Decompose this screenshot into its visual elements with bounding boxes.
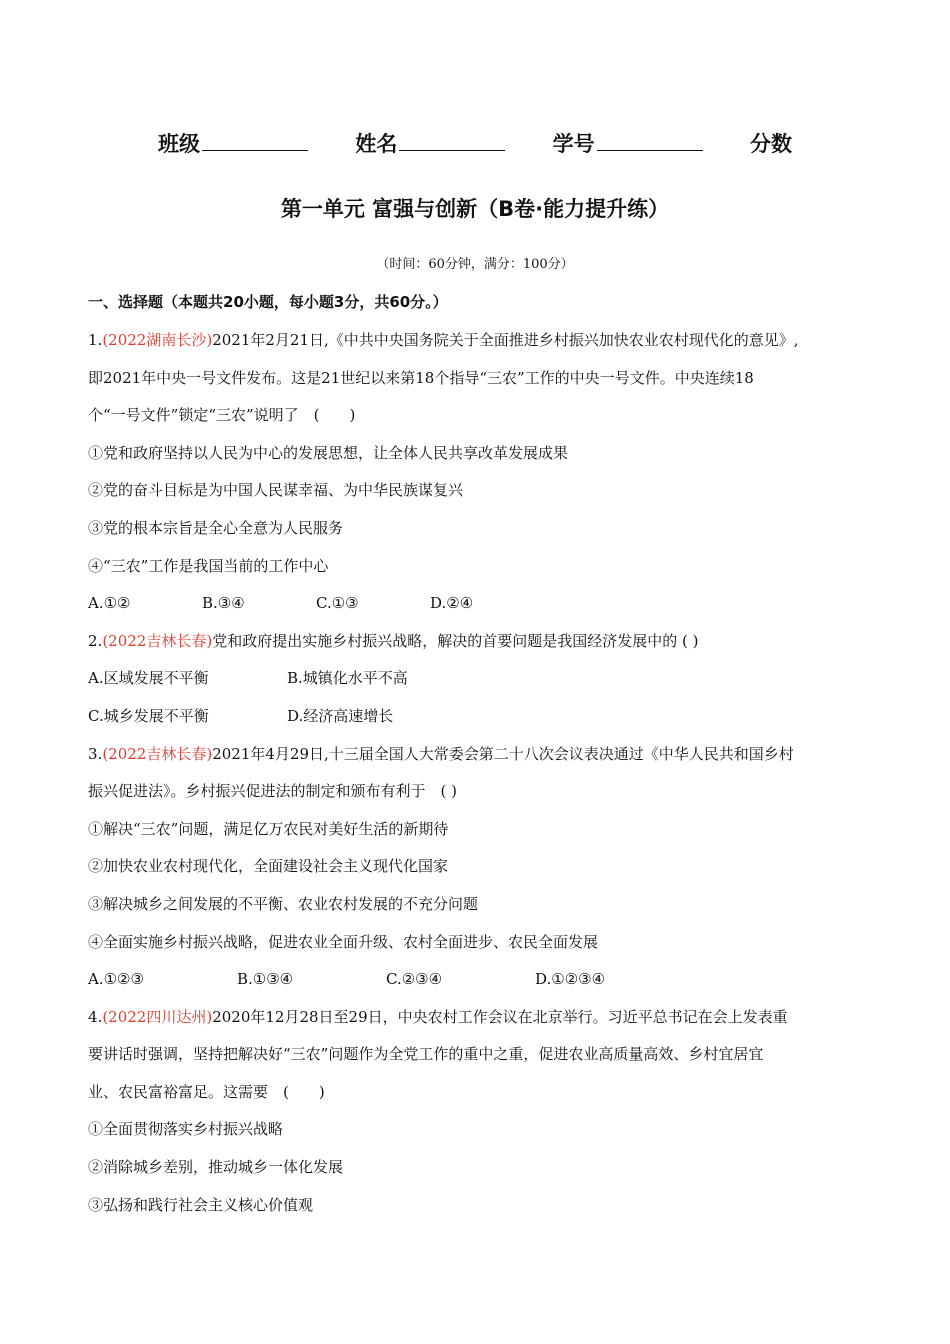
question-1-options bbox=[88, 585, 878, 623]
unit-title: 第一单元 富强与创新（B卷·能力提升练） bbox=[280, 197, 670, 221]
option-a[interactable]: A.①② bbox=[88, 594, 131, 613]
question-text: 2021年4月29日,十三届全国人大常委会第二十八次会议表决通过《中华人民共和国乡村 bbox=[212, 744, 794, 763]
question-number: 3. bbox=[88, 744, 103, 763]
question-3-item: ④全面实施乡村振兴战略，促进农业全面升级、农村全面进步、农民全面发展 bbox=[88, 932, 599, 951]
question-1-item: ④“三农”工作是我国当前的工作中心 bbox=[88, 556, 329, 575]
name-label: 姓名 bbox=[355, 132, 398, 156]
exam-info: （时间：60分钟，满分：100分） bbox=[376, 257, 574, 272]
question-source: (2022吉林长春) bbox=[102, 631, 213, 650]
question-number: 2. bbox=[88, 631, 103, 650]
question-3-line-1 bbox=[88, 736, 878, 774]
question-1-item: ②党的奋斗目标是为中国人民谋幸福、为中华民族谋复兴 bbox=[88, 481, 464, 500]
question-3-item: ②加快农业农村现代化，全面建设社会主义现代化国家 bbox=[88, 857, 449, 876]
question-source: (2022湖南长沙) bbox=[102, 331, 213, 349]
id-blank[interactable] bbox=[597, 130, 703, 151]
questions bbox=[88, 322, 878, 1224]
question-number: 1. bbox=[88, 331, 103, 349]
name-field bbox=[355, 128, 505, 158]
question-1-line-1 bbox=[88, 322, 878, 360]
question-text: 2020年12月28日至29日，中央农村工作会议在北京举行。习近平总书记在会上发表重 bbox=[212, 1007, 788, 1026]
question-2-options-row-1 bbox=[88, 660, 878, 698]
question-4-line-1 bbox=[88, 999, 878, 1037]
option-b[interactable]: B.①③④ bbox=[237, 970, 294, 989]
student-info-row bbox=[0, 128, 950, 158]
question-1-line-2: 即2021年中央一号文件发布。这是21世纪以来第18个指导“三农”工作的中央一号文件。中央连续18 bbox=[88, 368, 754, 387]
question-number: 4. bbox=[88, 1007, 103, 1026]
name-blank[interactable] bbox=[399, 130, 505, 151]
score-label: 分数 bbox=[749, 132, 792, 156]
option-b[interactable]: B.③④ bbox=[202, 594, 245, 613]
option-c[interactable]: C.城乡发展不平衡 bbox=[88, 706, 209, 725]
id-label: 学号 bbox=[552, 132, 595, 156]
option-a[interactable]: A.区域发展不平衡 bbox=[88, 669, 209, 688]
question-4-line-2: 要讲话时强调，坚持把解决好“三农”问题作为全党工作的重中之重，促进农业高质量高效、乡村宜居宜 bbox=[88, 1045, 764, 1064]
option-c[interactable]: C.②③④ bbox=[386, 970, 443, 989]
question-1-item: ①党和政府坚持以人民为中心的发展思想，让全体人民共享改革发展成果 bbox=[88, 443, 569, 462]
question-3-options bbox=[88, 961, 878, 999]
option-d[interactable]: D.经济高速增长 bbox=[287, 706, 394, 725]
question-source: (2022四川达州) bbox=[102, 1007, 213, 1026]
score-field bbox=[750, 128, 792, 158]
question-4-item: ③弘扬和践行社会主义核心价值观 bbox=[88, 1195, 314, 1214]
option-b[interactable]: B.城镇化水平不高 bbox=[287, 669, 408, 688]
question-4-item: ①全面贯彻落实乡村振兴战略 bbox=[88, 1120, 284, 1139]
question-4-line-3: 业、农民富裕富足。这需要 ( ) bbox=[88, 1082, 325, 1101]
class-field bbox=[158, 128, 308, 158]
question-source: (2022吉林长春) bbox=[102, 744, 213, 763]
question-text: 2021年2月21日,《中共中央国务院关于全面推进乡村振兴加快农业农村现代化的意见》, bbox=[212, 331, 799, 349]
question-3-line-2: 振兴促进法》。乡村振兴促进法的制定和颁布有利于 ( ) bbox=[88, 782, 457, 801]
option-d[interactable]: D.②④ bbox=[430, 594, 474, 613]
question-1-line-3: 个“一号文件”锁定“三农”说明了 ( ) bbox=[88, 406, 356, 425]
id-field bbox=[553, 128, 703, 158]
option-d[interactable]: D.①②③④ bbox=[535, 970, 606, 989]
class-label: 班级 bbox=[158, 132, 201, 156]
option-c[interactable]: C.①③ bbox=[316, 594, 359, 613]
question-text: 党和政府提出实施乡村振兴战略，解决的首要问题是我国经济发展中的 ( ) bbox=[212, 631, 699, 650]
question-3-item: ③解决城乡之间发展的不平衡、农业农村发展的不充分问题 bbox=[88, 894, 479, 913]
option-a[interactable]: A.①②③ bbox=[88, 970, 144, 989]
question-4-item: ②消除城乡差别，推动城乡一体化发展 bbox=[88, 1158, 344, 1177]
question-3-item: ①解决“三农”问题，满足亿万农民对美好生活的新期待 bbox=[88, 819, 449, 838]
question-2-line-1 bbox=[88, 623, 878, 661]
class-blank[interactable] bbox=[202, 130, 308, 151]
section-heading: 一、选择题（本题共20小题，每小题3分，共60分。） bbox=[88, 293, 448, 311]
question-1-item: ③党的根本宗旨是全心全意为人民服务 bbox=[88, 518, 344, 537]
question-2-options-row-2 bbox=[88, 698, 878, 736]
